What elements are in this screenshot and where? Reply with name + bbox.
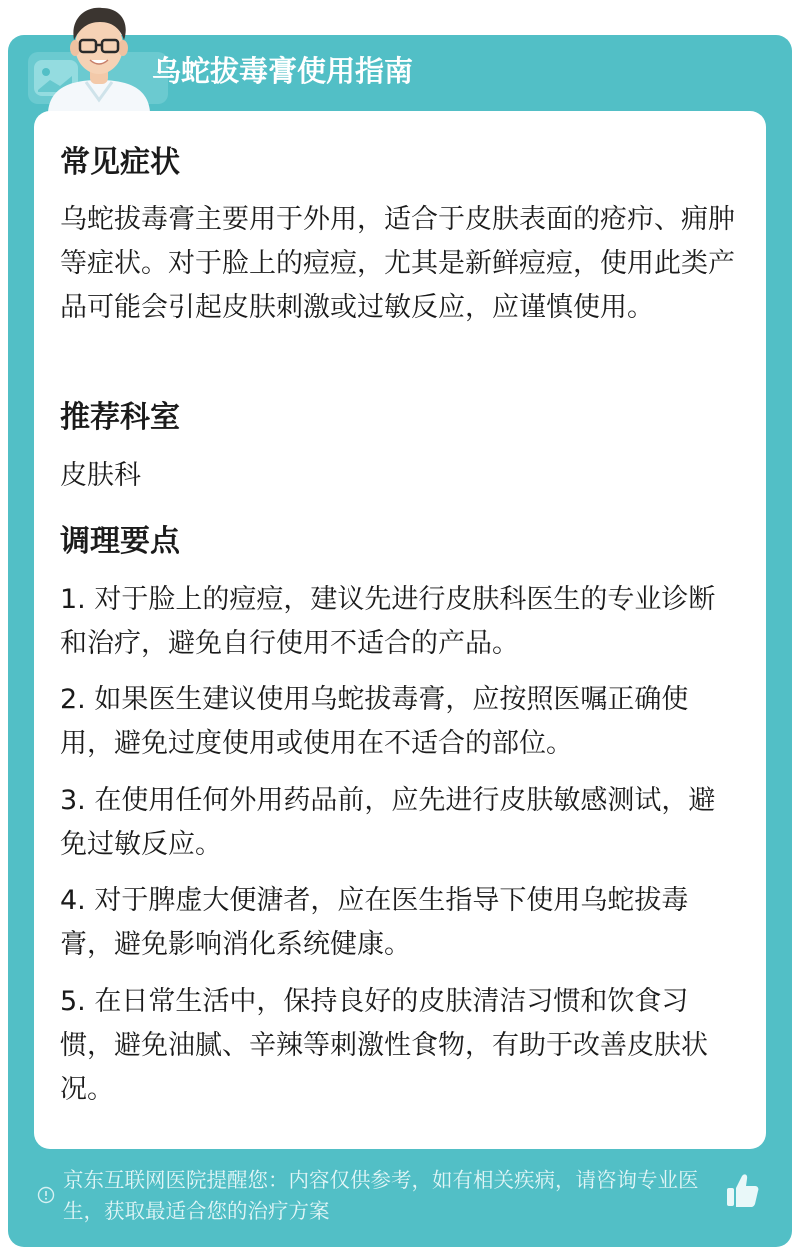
care-point-4: 4. 对于脾虚大便溏者，应在医生指导下使用乌蛇拔毒膏，避免影响消化系统健康。 — [60, 885, 689, 960]
thumbs-up-icon[interactable] — [724, 1170, 760, 1210]
doctor-avatar-icon — [40, 0, 158, 112]
care-point-2: 2. 如果医生建议使用乌蛇拔毒膏，应按照医嘱正确使用，避免过度使用或使用在不适合的部位。 — [60, 684, 689, 759]
care-point-3: 3. 在使用任何外用药品前，应先进行皮肤敏感测试，避免过敏反应。 — [60, 785, 716, 860]
section-heading-department: 推荐科室 — [60, 400, 180, 435]
section-heading-care-points: 调理要点 — [60, 524, 180, 559]
disclaimer-text: 京东互联网医院提醒您：内容仅供参考，如有相关疾病，请咨询专业医生，获取最适合您的治疗方案 — [63, 1168, 699, 1223]
section-heading-symptoms: 常见症状 — [60, 145, 180, 180]
department-text: 皮肤科 — [60, 460, 141, 491]
page-title: 乌蛇拔毒膏使用指南 — [152, 54, 414, 88]
care-point-1: 1. 对于脸上的痘痘，建议先进行皮肤科医生的专业诊断和治疗，避免自行使用不适合的产品。 — [60, 584, 716, 659]
symptoms-text: 乌蛇拔毒膏主要用于外用，适合于皮肤表面的疮疖、痈肿等症状。对于脸上的痘痘，尤其是新鲜痘痘，使用此类产品可能会引起皮肤刺激或过敏反应，应谨慎使用。 — [60, 204, 735, 323]
info-icon — [37, 1186, 55, 1204]
content-card — [34, 111, 766, 1149]
care-point-5: 5. 在日常生活中，保持良好的皮肤清洁习惯和饮食习惯，避免油腻、辛辣等刺激性食物，有助于改善皮肤状况。 — [60, 986, 708, 1105]
